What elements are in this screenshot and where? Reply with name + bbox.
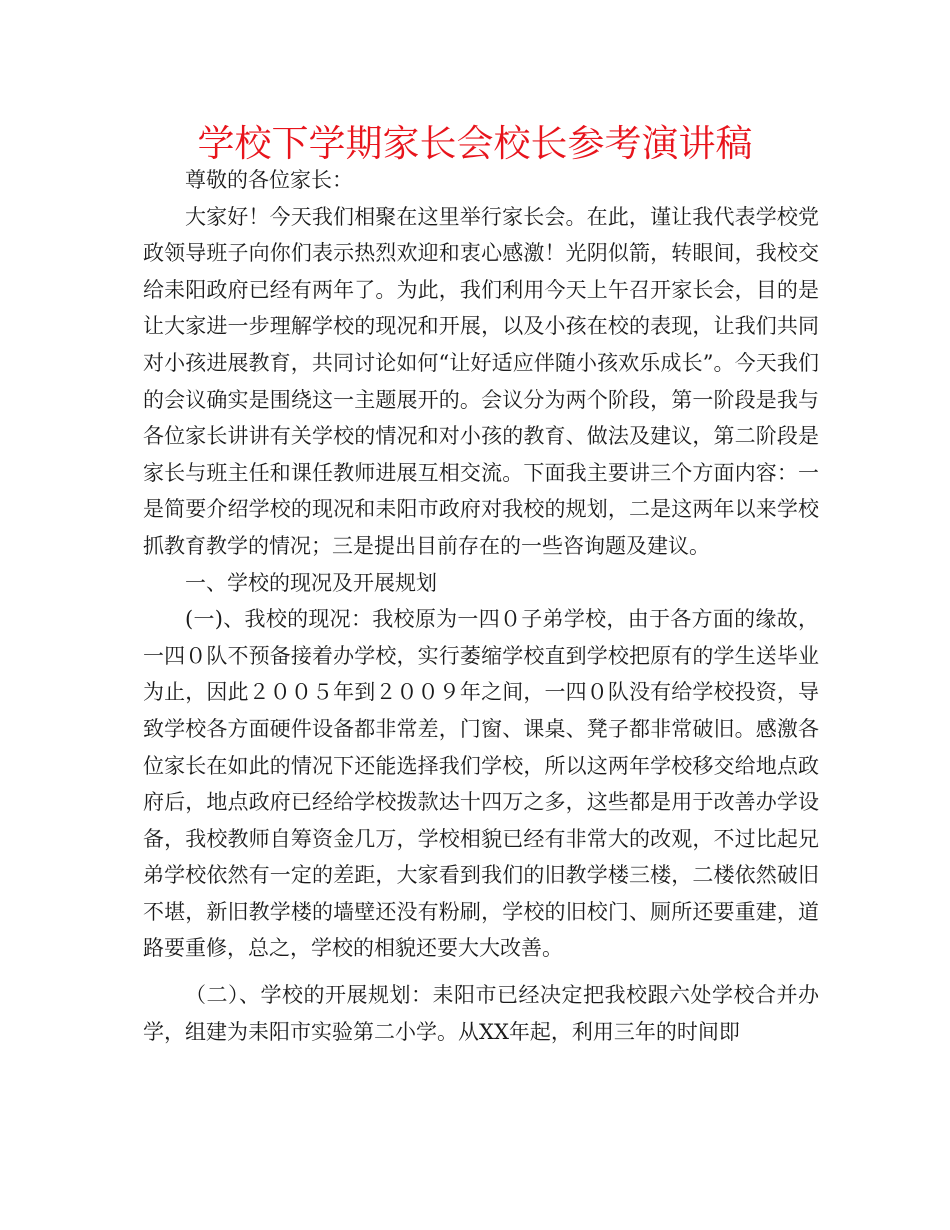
paragraph-1: 大家好！今天我们相聚在这里举行家长会。在此，谨让我代表学校党政领导班子向你们表示热烈欢迎和衷心感激！光阴似箭，转眼间，我校交给耒阳政府已经有两年了。为此，我们利用今天上午召开家长会，目的是让大家进一步理解学校的现况和开展，以及小孩在校的表现，让我们共同对小孩进展教育，共同讨论如何“让好适应伴随小孩欢乐成长”。今天我们的会议确实是围绕这一主题展开的。会议分为两个阶段，第一阶段是我与各位家长讲讲有关学校的情况和对小孩的教育、做法及建议，第二阶段是家长与班主任和课任教师进展互相交流。下面我主要讲三个方面内容：一是简要介绍学校的现况和耒阳市政府对我校的规划，二是这两年以来学校抓教育教学的情况；三是提出目前存在的一些咨询题及建议。: [143, 204, 819, 558]
paragraph-2: (一)、我校的现况：我校原为一四０子弟学校，由于各方面的缘故，一四０队不预备接着办学校，实行萎缩学校直到学校把原有的学生送毕业为止，因此２００５年到２００９年之间，一四０队没有给学校投资，导致学校各方面硬件设备都非常差，门窗、课桌、凳子都非常破旧。感激各位家长在如此的情况下还能选择我们学校，所以这两年学校移交给地点政府后，地点政府已经给学校拨款达十四万之多，这些都是用于改善办学设备，我校教师自筹资金几万，学校相貌已经有非常大的改观，不过比起兄弟学校依然有一定的差距，大家看到我们的旧教学楼三楼，二楼依然破旧不堪，新旧教学楼的墙壁还没有粉刷，学校的旧校门、厕所还要重建，道路要重修，总之，学校的相貌还要大大改善。: [143, 607, 819, 961]
document-body: [143, 162, 819, 1050]
document-title: 学校下学期家长会校长参考演讲稿: [197, 122, 753, 165]
paragraph-3: （二）、学校的开展规划：耒阳市已经决定把我校跟六处学校合并办学，组建为耒阳市实验第二小学。从XX年起，利用三年的时间即: [143, 983, 819, 1044]
section-heading-1: 一、学校的现况及开展规划: [185, 570, 437, 595]
salutation: 尊敬的各位家长：: [185, 168, 353, 192]
